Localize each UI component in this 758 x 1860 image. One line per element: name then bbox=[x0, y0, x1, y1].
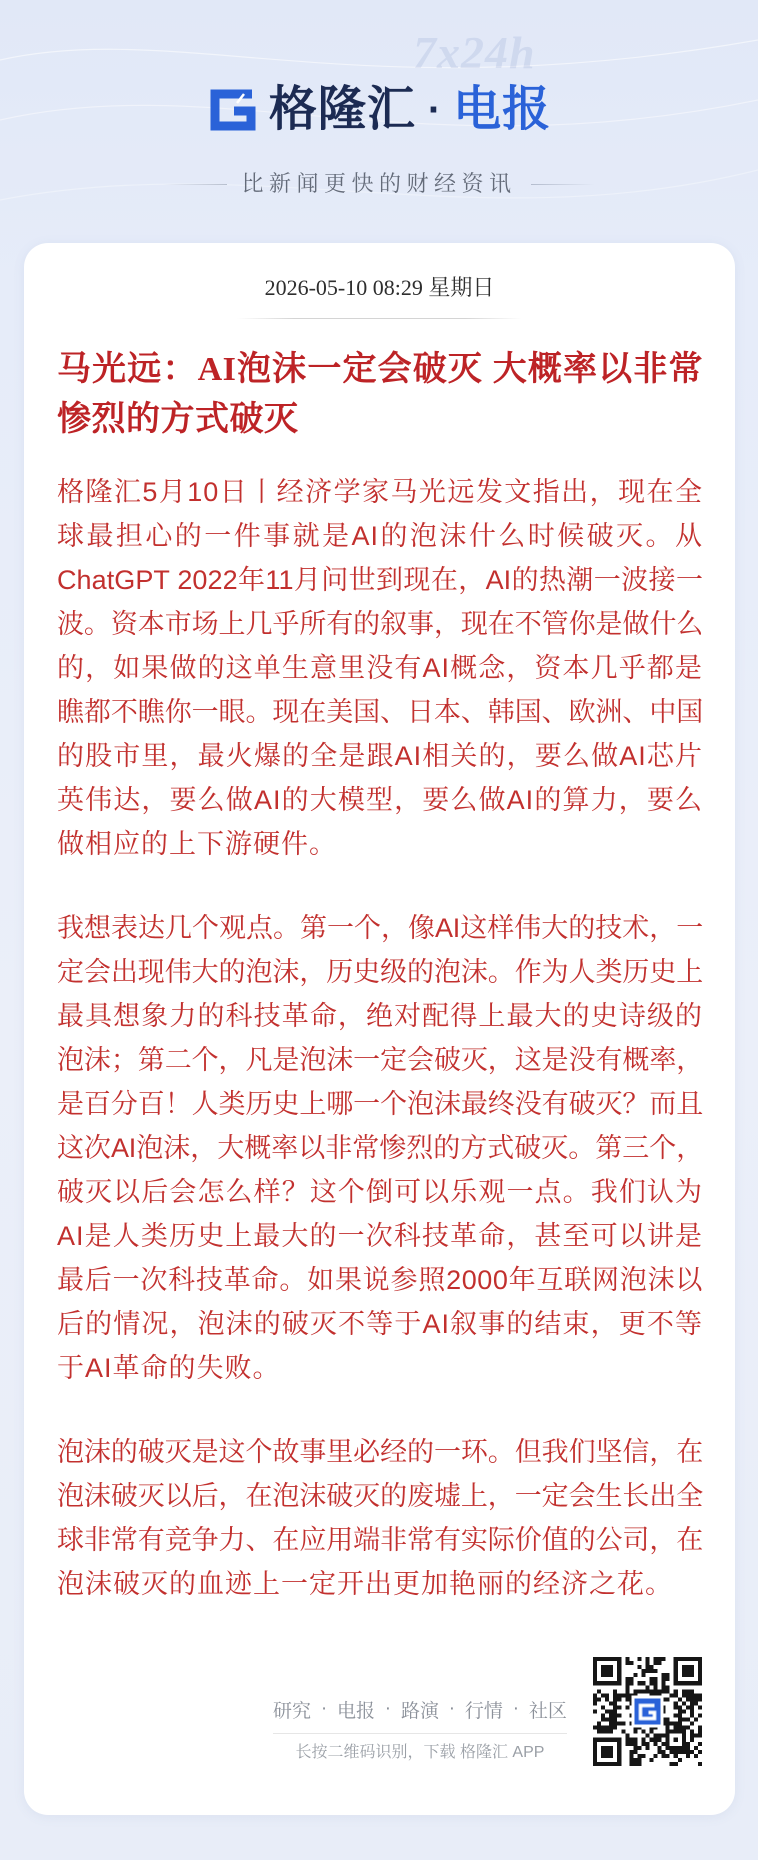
text-line: 的股市里，最火爆的全是跟AI相关的，要么做AI芯片 bbox=[57, 741, 703, 771]
date-divider bbox=[237, 318, 522, 319]
footer-nav-item: 研究 bbox=[273, 1700, 312, 1722]
text-line: 是百分百！人类历史上哪一个泡沫最终没有破灭？而且 bbox=[57, 1089, 703, 1119]
text-line: 泡沫破灭的血迹上一定开出更加艳丽的经济之花。 bbox=[57, 1569, 673, 1599]
text-line: 我想表达几个观点。第一个，像AI这样伟大的技术，一 bbox=[57, 913, 703, 943]
nav-separator: · bbox=[448, 1698, 456, 1719]
nav-separator: · bbox=[320, 1698, 328, 1719]
publish-datetime: 2026-05-10 08:29 星期日 bbox=[264, 275, 495, 300]
text-line: 瞧都不瞧你一眼。现在美国、日本、韩国、欧洲、中国 bbox=[57, 697, 703, 727]
tagline: 比新闻更快的财经资讯 bbox=[241, 171, 517, 196]
text-line: 于AI革命的失败。 bbox=[57, 1353, 281, 1383]
footer-nav-item: 社区 bbox=[528, 1700, 567, 1722]
text-line: AI是人类历史上最大的一次科技革命，甚至可以讲是 bbox=[57, 1221, 703, 1251]
text-line: 惨烈的方式破灭 bbox=[57, 401, 299, 438]
text-line: 波。资本市场上几乎所有的叙事，现在不管你是做什么 bbox=[57, 609, 703, 639]
article-body bbox=[57, 470, 703, 1646]
footer-nav-item: 路演 bbox=[400, 1700, 439, 1722]
brand-name: 格隆汇 bbox=[268, 83, 416, 136]
footer-nav-item: 行情 bbox=[464, 1700, 503, 1722]
text-line: 破灭以后会怎么样？这个倒可以乐观一点。我们认为 bbox=[57, 1177, 703, 1207]
text-line: 泡沫的破灭是这个故事里必经的一环。但我们坚信，在 bbox=[57, 1437, 703, 1467]
footer-nav bbox=[273, 1696, 567, 1722]
brand-section: 电报 bbox=[453, 83, 552, 136]
text-line: 做相应的上下游硬件。 bbox=[57, 829, 337, 859]
text-line: ChatGPT 2022年11月问世到现在，AI的热潮一波接一 bbox=[57, 565, 703, 595]
qr-code bbox=[593, 1657, 702, 1766]
tagline-row bbox=[0, 168, 758, 200]
brand-separator: · bbox=[427, 88, 442, 132]
text-line: 的，如果做的这单生意里没有AI概念，资本几乎都是 bbox=[57, 653, 703, 683]
text-line: 球非常有竞争力、在应用端非常有实际价值的公司，在 bbox=[57, 1525, 703, 1555]
text-line: 定会出现伟大的泡沫，历史级的泡沫。作为人类历史上 bbox=[57, 957, 703, 987]
brand-header bbox=[0, 80, 758, 140]
text-line: 最具想象力的科技革命，绝对配得上最大的史诗级的 bbox=[57, 1001, 703, 1031]
download-hint: 长按二维码识别，下载 格隆汇 APP bbox=[295, 1744, 545, 1761]
text-line: 泡沫；第二个，凡是泡沫一定会破灭，这是没有概率， bbox=[57, 1045, 703, 1075]
text-line: 后的情况，泡沫的破灭不等于AI叙事的结束，更不等 bbox=[57, 1309, 703, 1339]
watermark-7x24h: 7x24h bbox=[413, 27, 536, 78]
gelonghui-logo-icon bbox=[207, 85, 259, 135]
text-line: 球最担心的一件事就是AI的泡沫什么时候破灭。从 bbox=[57, 521, 703, 551]
nav-separator: · bbox=[512, 1698, 520, 1719]
nav-separator: · bbox=[384, 1698, 392, 1719]
text-line: 英伟达，要么做AI的大模型，要么做AI的算力，要么 bbox=[57, 785, 703, 815]
text-line: 格隆汇5月10日丨经济学家马光远发文指出，现在全 bbox=[57, 477, 703, 507]
paragraph-1 bbox=[57, 470, 703, 866]
text-line: 泡沫破灭以后，在泡沫破灭的废墟上，一定会生长出全 bbox=[57, 1481, 703, 1511]
tagline-divider-right bbox=[531, 184, 595, 185]
text-line: 最后一次科技革命。如果说参照2000年互联网泡沫以 bbox=[57, 1265, 703, 1295]
footer-nav-item: 电报 bbox=[336, 1700, 375, 1722]
paragraph-2 bbox=[57, 906, 703, 1390]
article-title bbox=[57, 345, 703, 445]
paragraph-3 bbox=[57, 1430, 703, 1606]
news-card bbox=[24, 243, 735, 1815]
footer-divider bbox=[273, 1733, 567, 1734]
tagline-divider-left bbox=[163, 184, 227, 185]
text-line: 这次AI泡沫，大概率以非常惨烈的方式破灭。第三个， bbox=[57, 1133, 703, 1163]
text-line: 马光远：AI泡沫一定会破灭 大概率以非常 bbox=[57, 351, 703, 388]
